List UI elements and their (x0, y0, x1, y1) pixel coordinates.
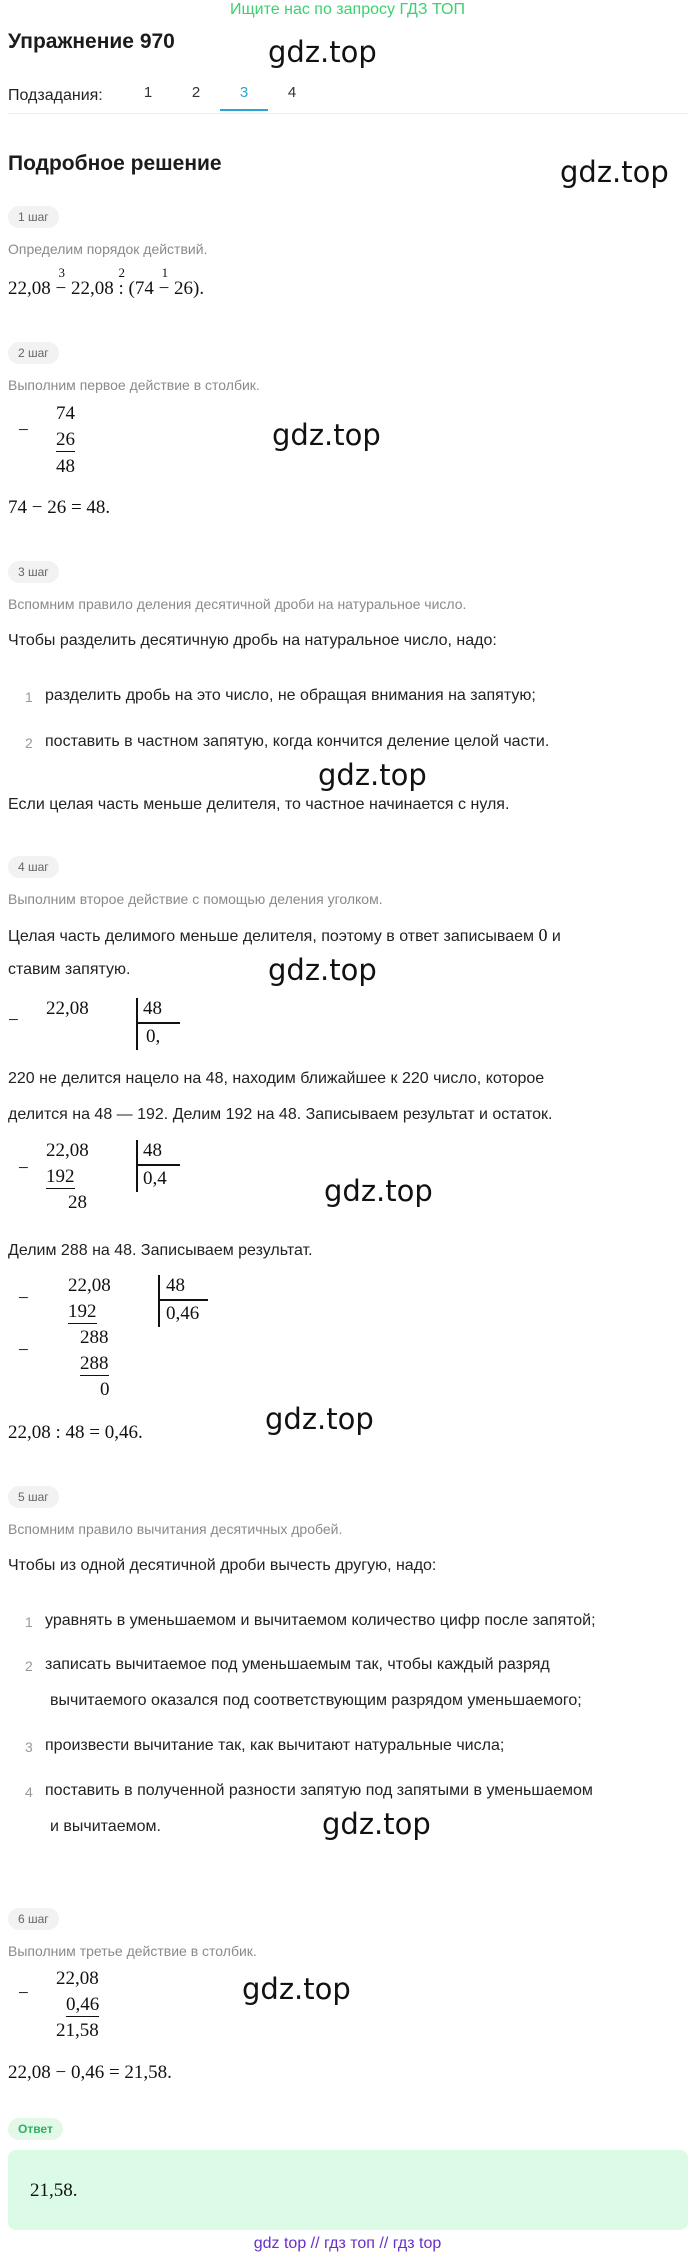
section-title: Подробное решение (8, 152, 222, 175)
column-subtrahend: 26 (56, 429, 75, 450)
explanation: делится на 48 — 192. Делим 192 на 48. Записываем результат и остаток. (8, 1106, 553, 1123)
division-line (138, 1164, 180, 1166)
division-minus: − (18, 1340, 29, 1361)
footer-link[interactable]: гдз топ (324, 2235, 375, 2252)
step-badge: 4 шаг (8, 856, 59, 878)
list-number: 2 (25, 735, 33, 751)
watermark: gdz.top (268, 953, 377, 987)
subtask-tab-2[interactable]: 2 (191, 84, 201, 101)
division-minus: − (18, 1158, 29, 1179)
division-subtrahend: 288 (80, 1353, 109, 1374)
division-line (138, 1022, 180, 1024)
division-dividend: 22,08 (46, 1140, 89, 1161)
explanation: 220 не делится нацело на 48, находим ближайшее к 220 число, которое (8, 1070, 545, 1087)
division-divisor: 48 (143, 1140, 162, 1161)
division-bar (136, 1140, 138, 1192)
division-quotient: 0,4 (143, 1168, 167, 1189)
division-dividend: 22,08 (46, 998, 89, 1019)
division-subtrahend: 192 (68, 1301, 97, 1322)
column-minuend: 74 (56, 403, 75, 424)
division-bar (136, 998, 138, 1050)
watermark: gdz.top (265, 1402, 374, 1436)
division-divisor: 48 (166, 1275, 185, 1296)
step-hint: Выполним первое действие в столбик. (8, 377, 260, 393)
order-expression: 22,08 3 − 22,08 2 : (74 1 − 26). (8, 265, 205, 299)
step-hint: Выполним второе действие с помощью деления уголком. (8, 891, 383, 907)
explanation: ставим запятую. (8, 961, 131, 978)
column-subtrahend: 0,46 (66, 1994, 100, 2015)
list-number: 4 (25, 1784, 33, 1800)
list-number: 3 (25, 1739, 33, 1755)
step-badge: 5 шаг (8, 1486, 59, 1508)
subtask-tab-3[interactable]: 3 (220, 84, 268, 111)
step-badge: 1 шаг (8, 206, 59, 228)
step-hint: Выполним третье действие в столбик. (8, 1943, 257, 1959)
division-quotient: 0, (146, 1026, 161, 1047)
division-remainder: 0 (100, 1379, 110, 1400)
watermark: gdz.top (324, 1174, 433, 1208)
watermark: gdz.top (242, 1972, 351, 2006)
step-hint: Вспомним правило деления десятичной дроби на натуральное число. (8, 596, 467, 612)
step-badge: 6 шаг (8, 1908, 59, 1930)
column-result: 21,58 (56, 2020, 99, 2041)
list-item: поставить в полученной разности запятую под запятыми в уменьшаемом (45, 1782, 593, 1799)
list-number: 2 (25, 1658, 33, 1674)
list-number: 1 (25, 689, 33, 705)
step-hint: Определим порядок действий. (8, 241, 208, 257)
watermark: gdz.top (322, 1807, 431, 1841)
answer-box (8, 2150, 688, 2230)
division-minus: − (8, 1010, 19, 1031)
division-quotient: 0,46 (166, 1303, 200, 1324)
watermark: gdz.top (560, 155, 669, 189)
list-item: поставить в частном запятую, когда кончится деление целой части. (45, 733, 550, 750)
step-hint: Вспомним правило вычитания десятичных дробей. (8, 1521, 343, 1537)
subtasks-label: Подзадания: (8, 87, 103, 104)
list-item-continued: вычитаемого оказался под соответствующим разрядом уменьшаемого; (50, 1692, 582, 1709)
division-dividend: 22,08 (68, 1275, 111, 1296)
rule-intro: Чтобы разделить десятичную дробь на натуральное число, надо: (8, 632, 497, 649)
rule-note: Если целая часть меньше делителя, то частное начинается с нуля. (8, 796, 510, 813)
division-subtrahend: 192 (46, 1166, 75, 1187)
column-minuend: 22,08 (56, 1968, 99, 1989)
division-remainder: 288 (80, 1327, 109, 1348)
list-number: 1 (25, 1614, 33, 1630)
footer-link[interactable]: гдз top (392, 2235, 442, 2252)
watermark: gdz.top (318, 758, 427, 792)
division-line (160, 1299, 208, 1301)
list-item: разделить дробь на это число, не обращая внимания на запятую; (45, 687, 536, 704)
watermark: gdz.top (272, 418, 381, 452)
step-badge: 3 шаг (8, 561, 59, 583)
subtask-tab-4[interactable]: 4 (287, 84, 297, 101)
step-result: 74 − 26 = 48. (8, 497, 111, 518)
footer-link[interactable]: gdz top (253, 2235, 307, 2252)
footer-links (0, 2235, 695, 2253)
answer-value: 21,58. (30, 2180, 78, 2201)
column-minus: − (18, 420, 29, 441)
answer-badge: Ответ (8, 2118, 63, 2140)
rule-intro: Чтобы из одной десятичной дроби вычесть другую, надо: (8, 1557, 437, 1574)
promo-banner[interactable]: Ищите нас по запросу ГДЗ ТОП (230, 1, 465, 18)
division-divisor: 48 (143, 998, 162, 1019)
list-item-continued: и вычитаемом. (50, 1818, 161, 1835)
watermark: gdz.top (268, 35, 377, 69)
list-item: уравнять в уменьшаемом и вычитаемом количество цифр после запятой; (45, 1612, 596, 1629)
division-remainder: 28 (68, 1192, 87, 1213)
explanation: Делим 288 на 48. Записываем результат. (8, 1242, 313, 1259)
subtask-tab-1[interactable]: 1 (143, 84, 153, 101)
list-item: произвести вычитание так, как вычитают натуральные числа; (45, 1737, 505, 1754)
page-title: Упражнение 970 (8, 30, 175, 53)
column-minus: − (18, 1983, 29, 2004)
division-bar (158, 1275, 160, 1327)
division-minus: − (18, 1288, 29, 1309)
list-item: записать вычитаемое под уменьшаемым так, чтобы каждый разряд (45, 1656, 550, 1673)
footer-separator: // (379, 2235, 389, 2252)
column-result: 48 (56, 456, 75, 477)
step-badge: 2 шаг (8, 342, 59, 364)
explanation: Целая часть делимого меньше делителя, поэтому в ответ записываем 0 и (8, 925, 561, 945)
step-result: 22,08 : 48 = 0,46. (8, 1422, 143, 1443)
subtasks-divider (8, 113, 688, 114)
footer-separator: // (310, 2235, 320, 2252)
step-result: 22,08 − 0,46 = 21,58. (8, 2062, 172, 2083)
